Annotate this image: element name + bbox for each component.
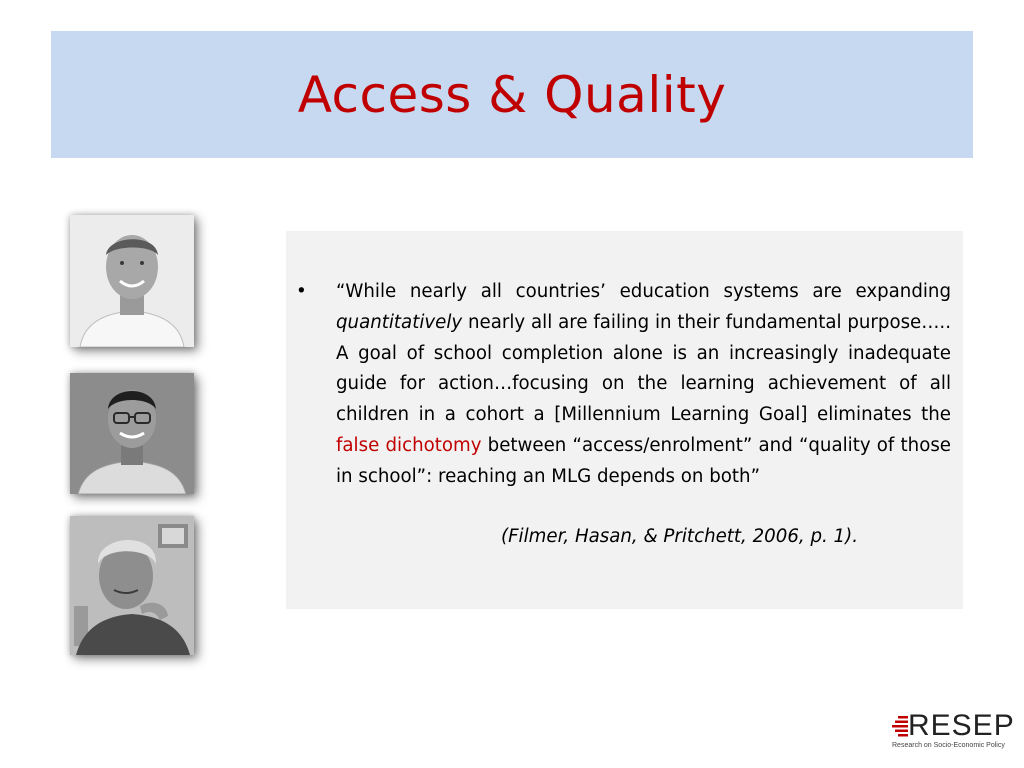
quote-text-part3: nearly all are failing in their fundamental purpose….. A goal of school completion alone is an increasingly inadequate guide for action…focusing on the learning achievement of all children in a cohort a [Millennium Learning Goal] eliminates the (336, 311, 951, 426)
quote-text-italic: quantitatively (336, 311, 463, 333)
quote-text-part1: “While nearly all countries’ education systems are expanding (336, 281, 951, 302)
portrait-photo-1 (70, 215, 194, 347)
resep-logo (890, 709, 1015, 754)
resep-logo-tagline: Research on Socio-Economic Policy (892, 742, 1005, 749)
quote-citation: (Filmer, Hasan, & Pritchett, 2006, p. 1). (501, 526, 859, 547)
portrait-photo-2 (70, 373, 194, 494)
quote-list (286, 277, 963, 493)
quote-bullet-item (286, 277, 963, 493)
portrait-photo-3 (70, 516, 194, 655)
title-bar (51, 31, 973, 158)
quote-text-highlight: false dichotomy (336, 434, 482, 456)
slide-title: Access & Quality (297, 65, 727, 124)
quote-text-part5: between “access/enrolment” and “quality of those in school”: reaching an MLG depends on both” (336, 434, 951, 487)
quote-box (286, 231, 963, 609)
resep-logo-mark-icon (890, 715, 908, 737)
resep-logo-text: RESEP (908, 709, 1015, 742)
bullet-glyph: • (296, 281, 307, 302)
